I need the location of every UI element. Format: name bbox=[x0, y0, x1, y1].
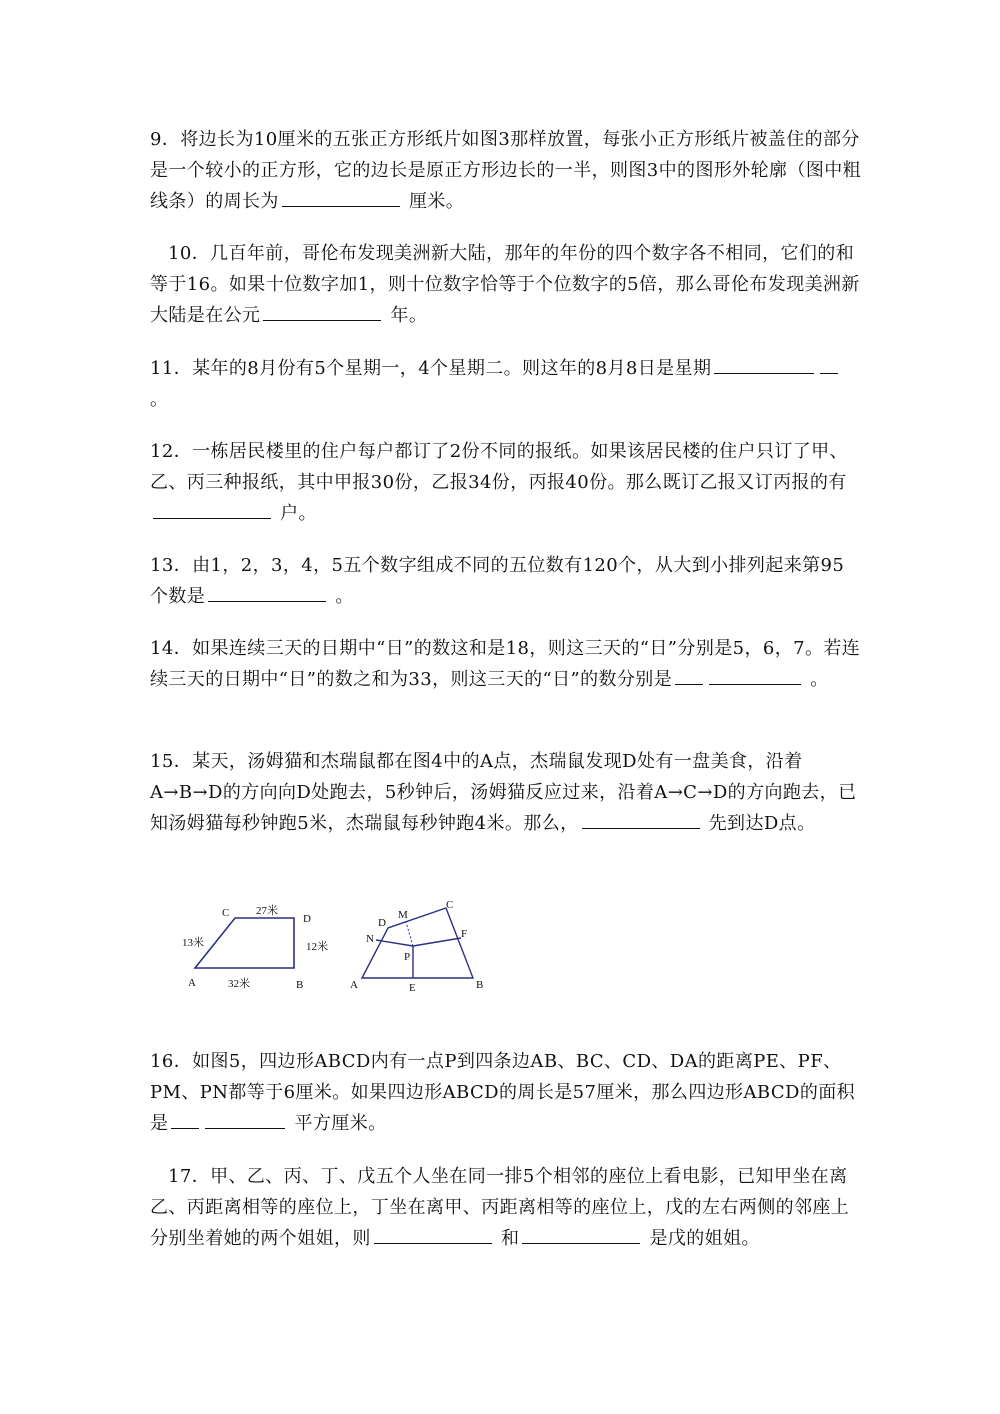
answer-blank-17a[interactable] bbox=[374, 1225, 492, 1244]
question-14-tail: 。 bbox=[810, 669, 829, 690]
question-13 bbox=[150, 550, 862, 612]
question-11 bbox=[150, 353, 862, 415]
answer-blank-14[interactable] bbox=[675, 666, 703, 685]
fig4-right-length: 12米 bbox=[306, 941, 328, 953]
answer-blank-17b[interactable] bbox=[522, 1225, 640, 1244]
question-17-text: 17．甲、乙、丙、丁、戊五个人坐在同一排5个相邻的座位上看电影，已知甲坐在离乙、丙距离相等的座位上，丁坐在离甲、丙距离相等的座位上，戊的左右两侧的邻座上分别坐着她的两个姐姐，则 bbox=[150, 1166, 850, 1249]
fig4-top-length: 27米 bbox=[256, 905, 278, 917]
answer-blank-13[interactable] bbox=[208, 583, 326, 602]
answer-blank-9[interactable] bbox=[282, 188, 400, 207]
question-15-tail: 先到达D点。 bbox=[708, 813, 816, 834]
question-14 bbox=[150, 633, 862, 695]
fig4-label-A: A bbox=[188, 977, 196, 989]
fig4-label-D: D bbox=[303, 913, 311, 925]
question-17-mid: 和 bbox=[500, 1228, 520, 1249]
fig5-label-A: A bbox=[350, 979, 358, 991]
question-13-tail: 。 bbox=[335, 586, 354, 607]
fig4-label-C: C bbox=[222, 907, 230, 919]
question-15 bbox=[150, 746, 862, 839]
fig4-left-length: 13米 bbox=[182, 937, 204, 949]
figure-4-trapezoid bbox=[182, 903, 328, 991]
question-16-tail: 平方厘米。 bbox=[294, 1113, 387, 1134]
fig4-label-B: B bbox=[296, 979, 304, 991]
answer-blank-16[interactable] bbox=[171, 1110, 199, 1129]
question-13-text: 13．由1，2，3，4，5五个数字组成不同的五位数有120个，从大到小排列起来第95个数是 bbox=[150, 555, 845, 607]
fig5-label-B: B bbox=[476, 979, 484, 991]
fig5-label-F: F bbox=[461, 928, 468, 940]
question-12-tail: 户。 bbox=[280, 503, 317, 524]
question-14-text: 14．如果连续三天的日期中“日”的数这和是18，则这三天的“日”分别是5，6，7。若连续三天的日期中“日”的数之和为33，则这三天的“日”的数分别是 bbox=[150, 638, 861, 690]
fig5-label-C: C bbox=[446, 899, 454, 911]
figure-diagrams bbox=[170, 890, 510, 1000]
question-16 bbox=[150, 1046, 862, 1139]
answer-blank-11[interactable] bbox=[714, 355, 814, 374]
figure-5-quadrilateral bbox=[350, 899, 483, 994]
question-10 bbox=[150, 238, 862, 331]
figures-row bbox=[170, 890, 510, 1000]
question-12-text: 12．一栋居民楼里的住户每户都订了2份不同的报纸。如果该居民楼的住户只订了甲、乙、丙三种报纸，其中甲报30份，乙报34份，丙报40份。那么既订乙报又订丙报的有 bbox=[150, 441, 848, 493]
answer-blank-15[interactable] bbox=[582, 810, 700, 829]
question-9 bbox=[150, 124, 862, 217]
question-16-text: 16．如图5，四边形ABCD内有一点P到四条边AB、BC、CD、DA的距离PE、PF、PM、PN都等于6厘米。如果四边形ABCD的周长是57厘米，那么四边形ABCD的面积是 bbox=[150, 1051, 856, 1134]
answer-blank-10[interactable] bbox=[263, 302, 381, 321]
fig5-label-E: E bbox=[409, 982, 416, 994]
question-9-text: 9．将边长为10厘米的五张正方形纸片如图3那样放置，每张小正方形纸片被盖住的部分是一个较小的正方形，它的边长是原正方形边长的一半，则图3中的图形外轮廓（图中粗线条）的周长为 bbox=[150, 129, 862, 212]
fig5-label-M: M bbox=[398, 909, 408, 921]
answer-blank-16-cont[interactable] bbox=[205, 1110, 285, 1129]
answer-blank-12[interactable] bbox=[153, 500, 271, 519]
question-15-text: 15．某天，汤姆猫和杰瑞鼠都在图4中的A点，杰瑞鼠发现D处有一盘美食，沿着A→B→D的方向向D处跑去，5秒钟后，汤姆猫反应过来，沿着A→C→D的方向跑去，已知汤姆猫每秒钟跑5米，杰瑞鼠每秒钟跑4米。那么， bbox=[150, 751, 857, 834]
fig5-label-D: D bbox=[378, 917, 386, 929]
fig4-bottom-length: 32米 bbox=[228, 978, 250, 990]
question-11-tail: 。 bbox=[150, 389, 169, 410]
question-17 bbox=[150, 1161, 862, 1254]
question-12 bbox=[150, 436, 862, 529]
fig5-label-N: N bbox=[366, 933, 374, 945]
answer-blank-14-cont[interactable] bbox=[709, 666, 801, 685]
question-10-text: 10．几百年前，哥伦布发现美洲新大陆，那年的年份的四个数字各不相同，它们的和等于16。如果十位数字加1，则十位数字恰等于个位数字的5倍，那么哥伦布发现美洲新大陆是在公元 bbox=[150, 243, 860, 326]
question-10-tail: 年。 bbox=[390, 305, 428, 326]
question-17-tail: 是戊的姐姐。 bbox=[649, 1228, 760, 1249]
question-9-tail: 厘米。 bbox=[408, 191, 465, 212]
answer-blank-11-cont[interactable] bbox=[820, 355, 838, 374]
fig5-label-P: P bbox=[404, 951, 411, 963]
question-11-text: 11．某年的8月份有5个星期一，4个星期二。则这年的8月8日是星期 bbox=[150, 358, 712, 379]
